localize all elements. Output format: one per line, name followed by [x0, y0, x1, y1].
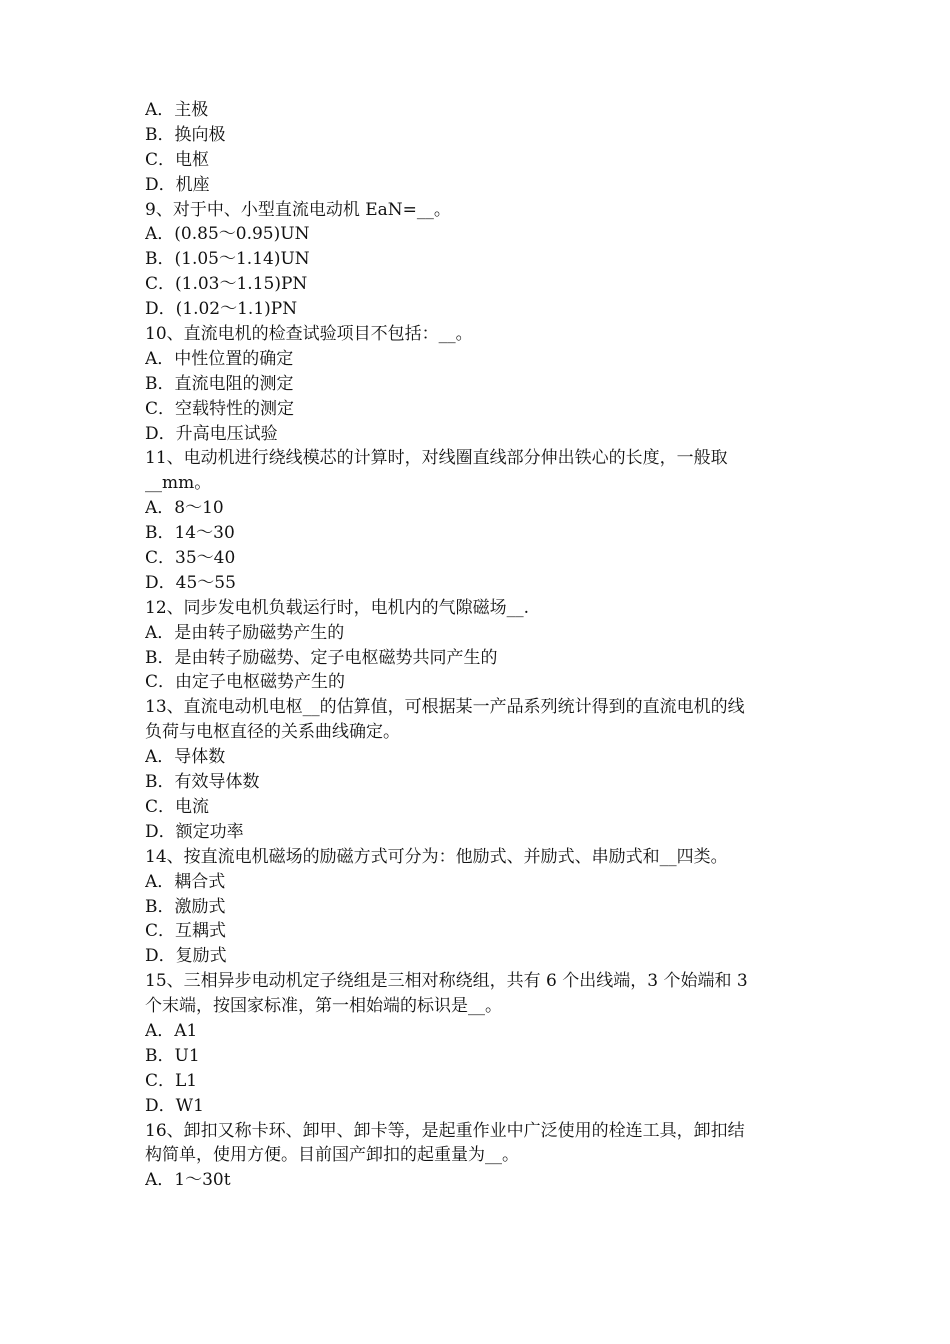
option-line: C．35～40: [145, 548, 236, 569]
option-line: B．是由转子励磁势、定子电枢磁势共同产生的: [145, 647, 498, 668]
option-line: A．耦合式: [145, 871, 226, 892]
option-line: A．(0.85～0.95)UN: [145, 224, 310, 245]
option-line: B．换向极: [145, 124, 226, 145]
option-line: A．导体数: [145, 747, 226, 768]
option-line: B．直流电阻的测定: [145, 373, 294, 394]
option-line: A．中性位置的确定: [145, 348, 294, 369]
option-line: D．额定功率: [145, 821, 244, 842]
option-line: D．45～55: [145, 572, 236, 593]
option-line: B．U1: [145, 1045, 200, 1066]
option-line: A．8～10: [145, 498, 224, 519]
question-16-continued: 构简单，使用方便。目前国产卸扣的起重量为__。: [145, 1145, 519, 1166]
option-line: A．是由转子励磁势产生的: [145, 622, 345, 643]
question-9: 9、对于中、小型直流电动机 EaN=__。: [145, 199, 451, 220]
option-line: C．由定子电枢磁势产生的: [145, 672, 346, 693]
question-15-continued: 个末端，按国家标准，第一相始端的标识是__。: [145, 996, 502, 1017]
question-15: 15、三相异步电动机定子绕组是三相对称绕组，共有 6 个出线端，3 个始端和 3: [145, 971, 748, 992]
option-line: D．复励式: [145, 946, 227, 967]
option-line: C．空载特性的测定: [145, 398, 295, 419]
option-line: D．机座: [145, 174, 210, 195]
option-line: B．(1.05～1.14)UN: [145, 249, 310, 270]
option-line: B．有效导体数: [145, 772, 260, 793]
question-13-continued: 负荷与电枢直径的关系曲线确定。: [145, 722, 400, 743]
option-line: D．(1.02～1.1)PN: [145, 299, 298, 320]
option-line: A．1～30t: [145, 1170, 231, 1191]
option-line: C．互耦式: [145, 921, 227, 942]
option-line: C．L1: [145, 1070, 198, 1091]
document-page: [145, 98, 825, 1193]
option-line: D．升高电压试验: [145, 423, 278, 444]
question-14: 14、按直流电机磁场的励磁方式可分为：他励式、并励式、串励式和__四类。: [145, 846, 728, 867]
option-line: A．A1: [145, 1020, 198, 1041]
question-16: 16、卸扣又称卡环、卸甲、卸卡等，是起重作业中广泛使用的栓连工具，卸扣结: [145, 1120, 745, 1141]
option-line: C．电枢: [145, 149, 210, 170]
question-12: 12、同步发电机负载运行时，电机内的气隙磁场__.: [145, 597, 530, 618]
option-line: B．14～30: [145, 523, 235, 544]
question-11: 11、电动机进行绕线模芯的计算时，对线圈直线部分伸出铁心的长度，一般取: [145, 448, 728, 469]
option-line: C．(1.03～1.15)PN: [145, 274, 308, 295]
question-10: 10、直流电机的检查试验项目不包括：__。: [145, 324, 473, 345]
option-line: A．主极: [145, 100, 209, 120]
option-line: B．激励式: [145, 896, 226, 917]
question-11-continued: __mm。: [145, 473, 212, 494]
option-line: C．电流: [145, 796, 210, 817]
question-13: 13、直流电动机电枢__的估算值，可根据某一产品系列统计得到的直流电机的线: [145, 697, 745, 718]
option-line: D．W1: [145, 1095, 204, 1116]
